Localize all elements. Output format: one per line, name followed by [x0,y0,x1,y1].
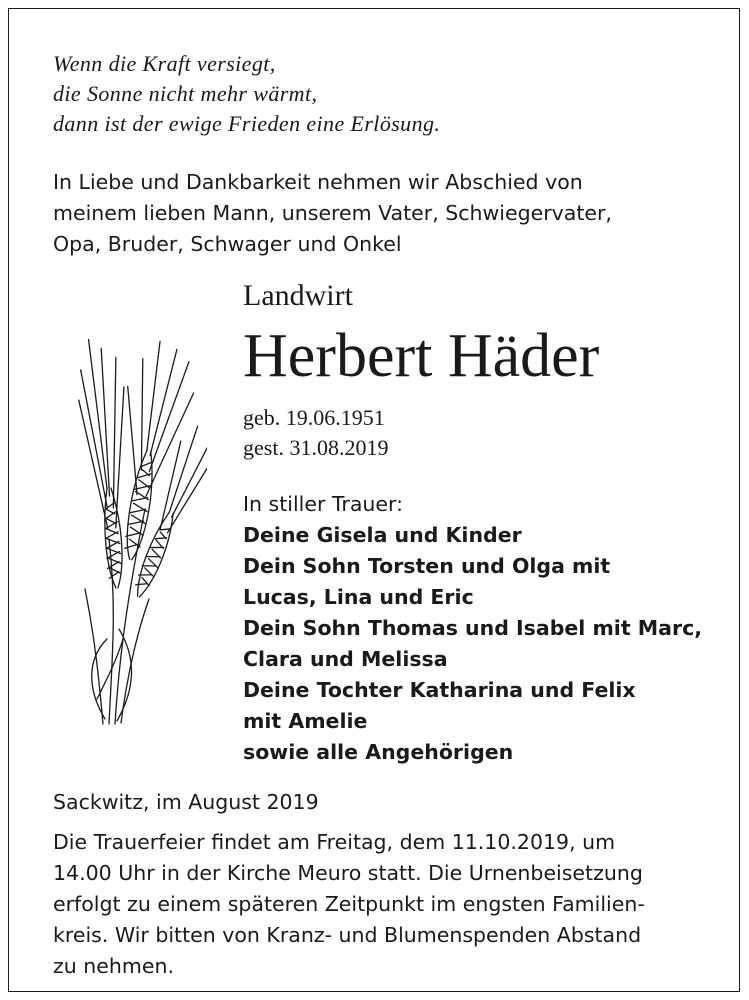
death-date: gest. 31.08.2019 [243,435,389,460]
note-line: erfolgt zu einem späteren Zeitpunkt im engsten Familien- [53,892,645,916]
mourner-line: Clara und Melissa [243,647,448,671]
obituary-notice [8,8,740,992]
mourner-line: Dein Sohn Torsten und Olga mit [243,554,611,578]
intro-line: In Liebe und Dankbarkeit nehmen wir Abschied von [53,170,583,194]
mourner-line: sowie alle Angehörigen [243,740,514,764]
intro-line: meinem lieben Mann, unserem Vater, Schwiegervater, [53,201,612,225]
note-line: kreis. Wir bitten von Kranz- und Blumenspenden Abstand [53,923,642,947]
poem-line: die Sonne nicht mehr wärmt, [53,81,318,106]
note-line: Die Trauerfeier findet am Freitag, dem 11.10.2019, um [53,830,616,854]
mourner-line: mit Amelie [243,709,368,733]
mourner-line: Deine Gisela und Kinder [243,523,522,547]
occupation: Landwirt [243,279,353,312]
mourner-line: Dein Sohn Thomas und Isabel mit Marc, [243,616,703,640]
mourner-line: Lucas, Lina und Eric [243,585,474,609]
intro-line: Opa, Bruder, Schwager und Onkel [53,232,402,256]
poem-line: Wenn die Kraft versiegt, [53,51,276,76]
mourners-list [243,489,702,768]
wheat-ears-icon [57,339,207,729]
poem-line: dann ist der ewige Frieden eine Erlösung. [53,111,441,136]
life-dates [243,403,388,463]
birth-date: geb. 19.06.1951 [243,405,385,430]
farewell-intro [53,167,612,260]
funeral-note [53,827,645,982]
place-and-date: Sackwitz, im August 2019 [53,790,319,814]
mourners-label: In stiller Trauer: [243,492,403,516]
memorial-poem [53,49,440,139]
mourner-line: Deine Tochter Katharina und Felix [243,678,636,702]
note-line: 14.00 Uhr in der Kirche Meuro statt. Die Urnenbeisetzung [53,861,643,885]
note-line: zu nehmen. [53,954,174,978]
deceased-name: Herbert Häder [243,322,600,390]
